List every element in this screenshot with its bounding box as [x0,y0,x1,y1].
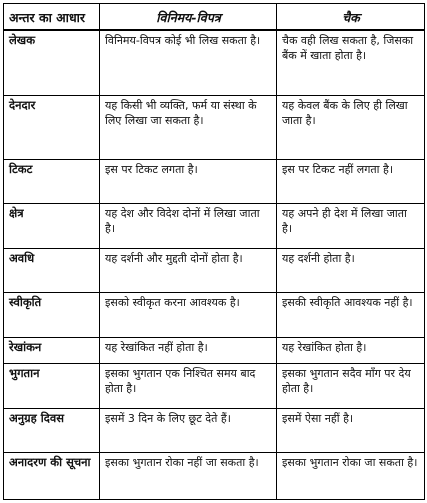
table-row [4,159,425,204]
row-cheque: यह दर्शनी होता है। [277,249,425,293]
row-bill: यह देश और विदेश दोनों में लिखा जाता है। [100,204,277,249]
table-row [4,292,425,337]
row-cheque: इसकी स्वीकृति आवश्यक नहीं है। [277,292,425,337]
header-basis: अन्तर का आधार [4,4,100,31]
row-cheque: इसका भुगतान रोका जा सकता है। [277,452,425,499]
row-bill: इसका भुगतान रोका नहीं जा सकता है। [100,452,277,499]
table-row [4,249,425,293]
row-basis: भुगतान [4,364,100,409]
row-basis: क्षेत्र [4,204,100,249]
row-bill: इसमें 3 दिन के लिए छूट देते हैं। [100,409,277,453]
table-row [4,364,425,409]
row-bill: यह रेखांकित नहीं होता है। [100,337,277,364]
row-basis: लेखक [4,30,100,95]
row-basis: अवधि [4,249,100,293]
table-body [4,30,425,500]
row-bill: इसको स्वीकृत करना आवश्यक है। [100,292,277,337]
row-bill: इस पर टिकट लगता है। [100,159,277,204]
table-row [4,452,425,499]
row-cheque: इसमें ऐसा नहीं है। [277,409,425,453]
table-row [4,95,425,159]
comparison-table [3,3,425,500]
row-cheque: चैक वही लिख सकता है, जिसका बैंक में खाता होता है। [277,30,425,95]
row-bill: इसका भुगतान एक निश्चित समय बाद होता है। [100,364,277,409]
row-basis: स्वीकृति [4,292,100,337]
row-basis: रेखांकन [4,337,100,364]
row-cheque: यह केवल बैंक के लिए ही लिखा जाता है। [277,95,425,159]
row-cheque: यह रेखांकित होता है। [277,337,425,364]
table-row [4,337,425,364]
row-basis: देनदार [4,95,100,159]
table-row [4,409,425,453]
row-basis: टिकट [4,159,100,204]
row-cheque: इसका भुगतान सदैव माँग पर देय होता है। [277,364,425,409]
row-bill: यह किसी भी व्यक्ति, फर्म या संस्था के लिए लिखा जा सकता है। [100,95,277,159]
table-header [4,4,425,31]
row-bill: विनिमय-विपत्र कोई भी लिख सकता है। [100,30,277,95]
row-bill: यह दर्शनी और मुद्दती दोनों होता है। [100,249,277,293]
row-basis: अनुग्रह दिवस [4,409,100,453]
header-row [4,4,425,31]
row-cheque: इस पर टिकट नहीं लगता है। [277,159,425,204]
header-cheque: चैक [277,4,425,31]
table-row [4,30,425,95]
row-basis: अनादरण की सूचना [4,452,100,499]
row-cheque: यह अपने ही देश में लिखा जाता है। [277,204,425,249]
header-bill-of-exchange: विनिमय-विपत्र [100,4,277,31]
table-row [4,204,425,249]
